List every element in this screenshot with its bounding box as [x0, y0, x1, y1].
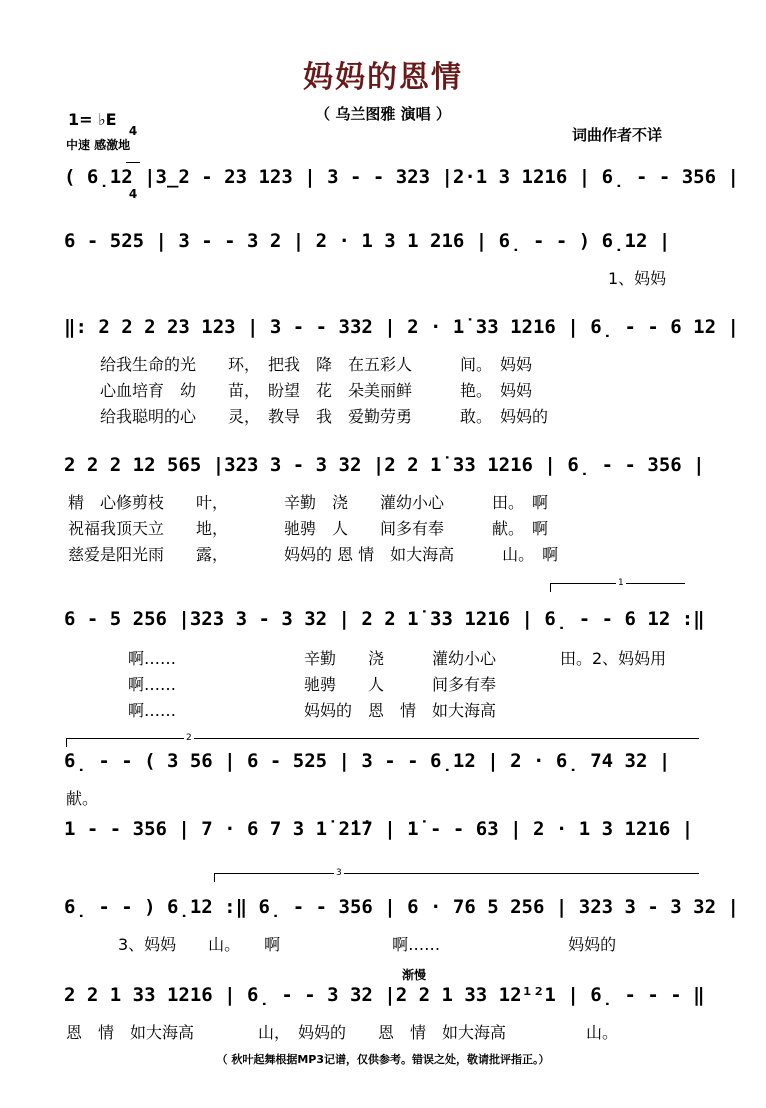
notation-line-2: 6 - 525 | 3 - - 3 2 | 2 · 1 3 1 216 | 6̣ - - ) 6̣12 | [64, 230, 671, 252]
volta-bracket-2 [66, 738, 699, 747]
notation-line-5: 6 - 5 256 |323 3 - 3 32 | 2 2 1̇ 33 1216 | 6̣ - - 6 12 :‖ [64, 608, 705, 630]
lyric-verse1-a: 给我生命的光 环， 把我 降 在五彩人 间。 妈妈 [100, 355, 533, 374]
lyric-verse2-a: 心血培育 幼 苗， 盼望 花 朵美丽鲜 艳。 妈妈 [100, 381, 533, 400]
key-signature: 1= ♭E [68, 110, 117, 129]
lyric-intro: 1、妈妈 [608, 269, 667, 288]
lyric-line-6: 献。 [66, 789, 99, 808]
volta-bracket-3 [214, 873, 699, 882]
song-title: 妈妈的恩情 [303, 60, 463, 95]
lyric-verse2-c: 啊…… 驰骋 人 间多有奉 [128, 675, 497, 694]
lyric-verse1-b: 精 心修剪枝 叶， 辛勤 浇 灌幼小心 田。 啊 [68, 493, 549, 512]
notation-line-1: ( 6̣12 |3̲2 - 23 123 | 3 - - 323 |2·1 3 1216 | 6̣ - - 356 | [64, 166, 739, 188]
notation-line-7: 1 - - 356 | 7 · 6 7 3 1̇ 2̇1̇7 | 1̇ - - 63 | 2 · 1 3 1216 | [64, 818, 694, 840]
notation-line-3: ‖: 2 2 2 23 123 | 3 - - 332 | 2 · 1̇ 33 1216 | 6̣ - - 6 12 | [64, 316, 739, 338]
tempo-marking: 中速 感激地 [66, 138, 131, 152]
singer-credit: （ 乌兰图雅 演唱 ） [315, 105, 451, 123]
footer-note: （ 秋叶起舞根据MP3记谱，仅供参考。错误之处，敬请批评指正。） [216, 1053, 550, 1066]
time-signature-top: 4 [128, 124, 138, 138]
lyric-verse3-b: 慈爱是阳光雨 露， 妈妈的 恩 情 如大海高 山。 啊 [68, 545, 559, 564]
lyric-line-8: 3、妈妈 山。 啊 啊…… 妈妈的 [118, 935, 617, 954]
notation-line-6: 6̣ - - ( 3 56 | 6 - 525 | 3 - - 6̣12 | 2 · 6̣ 74 32 | [64, 750, 671, 772]
lyric-verse3-a: 给我聪明的心 灵， 教导 我 爱勤劳勇 敢。 妈妈的 [100, 407, 549, 426]
lyric-verse2-b: 祝福我顶天立 地， 驰骋 人 间多有奉 献。 啊 [68, 519, 549, 538]
notation-line-8: 6̣ - - ) 6̣12 :‖ 6̣ - - 356 | 6 · 76 5 256 | 323 3 - 3 32 | [64, 896, 739, 918]
time-signature-bottom: 4 [128, 187, 138, 201]
notation-line-4: 2 2 2 12 565 |323 3 - 3 32 |2 2 1̇ 33 1216 | 6̣ - - 356 | [64, 454, 705, 476]
volta-number-1: 1 [618, 578, 624, 588]
lyric-verse3-c: 啊…… 妈妈的 恩 情 如大海高 [128, 701, 497, 720]
volta-number-2: 2 [186, 733, 192, 743]
dynamic-marking: 渐慢 [402, 968, 427, 982]
lyric-line-9: 恩 情 如大海高 山， 妈妈的 恩 情 如大海高 山。 [66, 1023, 619, 1042]
lyric-verse1-c: 啊…… 辛勤 浇 灌幼小心 田。2、妈妈用 [128, 649, 667, 668]
time-signature [126, 101, 140, 212]
author-credit: 词曲作者不详 [572, 126, 663, 144]
volta-number-3: 3 [336, 868, 342, 878]
notation-line-9: 2 2 1 33 1216 | 6̣ - - 3 32 |2 2 1 33 12¹²1 | 6̣ - - - ‖ [64, 984, 705, 1006]
